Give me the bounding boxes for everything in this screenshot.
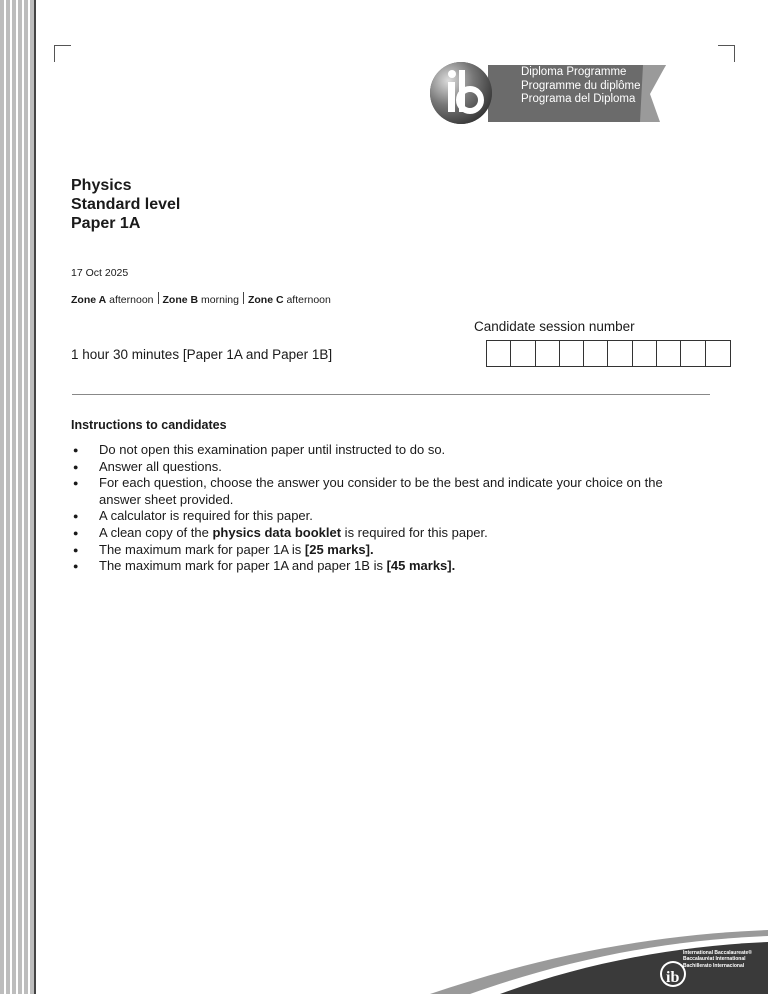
paper-name: Paper 1A (71, 215, 141, 232)
instruction-bold: physics data booklet (212, 524, 342, 540)
zone-separator (243, 292, 244, 304)
zones (71, 292, 331, 306)
candidate-session-digit-box[interactable] (681, 341, 705, 366)
binding-strip (0, 0, 34, 994)
logo-line: Diploma Programme (521, 66, 627, 78)
instruction-text: A calculator is required for this paper. (99, 508, 313, 524)
logo-text (521, 66, 641, 107)
instruction-item (71, 475, 691, 508)
footer-logo-line: Bachillerato Internacional (683, 962, 745, 969)
candidate-session-boxes (486, 340, 731, 367)
candidate-session-digit-box[interactable] (560, 341, 584, 366)
instruction-text: For each question, choose the answer you consider to be the best and indicate your choice on the answer sheet provided. (99, 475, 663, 507)
crop-mark-top-left (54, 45, 71, 62)
zone-label: Zone B (162, 294, 199, 306)
zone-time: afternoon (109, 294, 154, 306)
instruction-item (71, 525, 691, 542)
instruction-text: The maximum mark for paper 1A and paper 1B is (99, 558, 387, 574)
crop-mark-top-right (718, 45, 735, 62)
candidate-session-digit-box[interactable] (536, 341, 560, 366)
instruction-item (71, 508, 691, 525)
svg-text:ib: ib (666, 969, 680, 986)
instruction-text: The maximum mark for paper 1A is (99, 541, 305, 557)
zone-label: Zone A (71, 294, 107, 306)
zone-time: morning (201, 294, 239, 306)
footer-logo-line: Baccalauréat International (683, 956, 746, 963)
divider (72, 394, 710, 395)
instruction-text: Do not open this examination paper until instructed to do so. (99, 442, 446, 457)
instruction-item (71, 542, 691, 559)
candidate-session-digit-box[interactable] (584, 341, 608, 366)
instructions-list (71, 442, 691, 575)
instruction-item (71, 442, 691, 459)
logo-line: Programa del Diploma (521, 93, 636, 105)
candidate-session-digit-box[interactable] (608, 341, 632, 366)
zone-time: afternoon (286, 294, 331, 306)
candidate-session-label: Candidate session number (474, 319, 635, 334)
instruction-text: Answer all questions. (99, 458, 222, 474)
level: Standard level (71, 196, 181, 213)
binding-edge (34, 0, 36, 994)
duration: 1 hour 30 minutes [Paper 1A and Paper 1B] (71, 347, 333, 362)
instructions-heading: Instructions to candidates (71, 418, 227, 432)
candidate-session-digit-box[interactable] (657, 341, 681, 366)
zone-separator (158, 292, 159, 304)
subject: Physics (71, 177, 132, 194)
footer-swoosh (410, 900, 768, 994)
instruction-text: is required for this paper. (341, 524, 488, 540)
footer-logo-text (683, 950, 752, 969)
exam-date: 17 Oct 2025 (71, 267, 129, 279)
footer-swoosh-icon (410, 900, 768, 994)
instruction-bold: [25 marks]. (304, 541, 374, 557)
instruction-bold: [45 marks]. (386, 558, 456, 574)
logo-line: Programme du diplôme (521, 79, 641, 92)
candidate-session-digit-box[interactable] (633, 341, 657, 366)
instruction-text: A clean copy of the (99, 524, 213, 540)
zone-label: Zone C (247, 294, 284, 306)
instruction-item (71, 558, 691, 575)
paper-title (71, 176, 180, 233)
instruction-item (71, 459, 691, 476)
ib-diploma-logo (428, 60, 668, 124)
candidate-session-digit-box[interactable] (706, 341, 730, 366)
candidate-session-digit-box[interactable] (487, 341, 511, 366)
candidate-session-digit-box[interactable] (511, 341, 535, 366)
footer-logo-line: International Baccalaureate® (683, 950, 752, 956)
